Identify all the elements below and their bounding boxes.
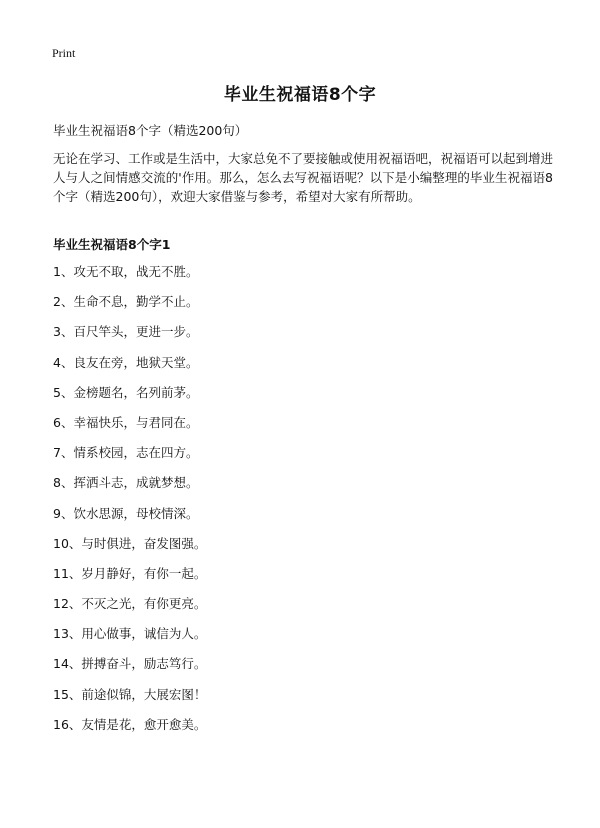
blessing-list [53, 264, 206, 747]
document-subtitle: 毕业生祝福语8个字（精选200句） [53, 123, 248, 138]
list-item: 5、金榜题名，名列前茅。 [53, 384, 199, 400]
list-item: 12、不灭之光，有你更亮。 [53, 596, 207, 612]
list-item: 1、攻无不取，战无不胜。 [53, 264, 199, 279]
list-item: 2、生命不息，勤学不止。 [53, 294, 199, 310]
list-item: 15、前途似锦，大展宏图！ [53, 686, 207, 702]
print-link[interactable]: Print [52, 46, 76, 60]
list-item: 10、与时俱进，奋发图强。 [53, 535, 207, 551]
list-item: 8、挥洒斗志，成就梦想。 [53, 475, 199, 491]
list-item: 7、情系校园，志在四方。 [53, 445, 199, 461]
section-heading: 毕业生祝福语8个字1 [53, 237, 171, 252]
page-title: 毕业生祝福语8个字 [223, 85, 377, 105]
list-item: 16、友情是花，愈开愈美。 [53, 716, 207, 732]
intro-paragraph: 无论在学习、工作或是生活中，大家总免不了要接触或使用祝福语吧，祝福语可以起到增进人与人之间情感交流的'作用。那么，怎么去写祝福语呢？以下是小编整理的毕业生祝福语8个字（精选200句），欢迎大家借鉴与参考，希望对大家有所帮助。 [53, 151, 554, 204]
list-item: 3、百尺竿头，更进一步。 [53, 324, 199, 340]
list-item: 13、用心做事，诚信为人。 [53, 626, 207, 642]
list-item: 6、幸福快乐，与君同在。 [53, 414, 199, 430]
list-item: 14、拼搏奋斗，励志笃行。 [53, 656, 207, 672]
list-item: 11、岁月静好，有你一起。 [53, 565, 207, 581]
list-item: 4、良友在旁，地狱天堂。 [53, 354, 199, 370]
list-item: 9、饮水思源，母校情深。 [53, 505, 199, 521]
